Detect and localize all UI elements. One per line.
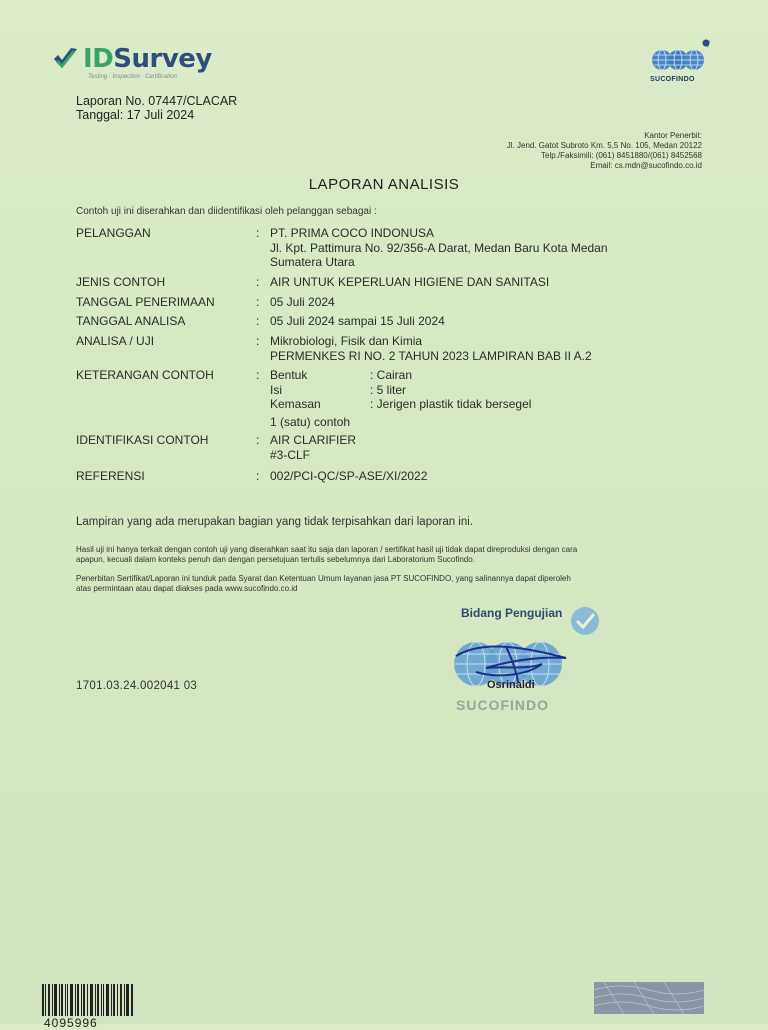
stamp-wordmark: SUCOFINDO <box>456 697 549 713</box>
field-label: REFERENSI <box>76 469 145 483</box>
field-label: KETERANGAN CONTOH <box>76 368 214 382</box>
customer-address: Jl. Kpt. Pattimura No. 92/356-A Darat, Medan Baru Kota Medan <box>270 240 608 255</box>
disclaimer-2 <box>76 574 696 594</box>
disclaimer-2-line-2: atas permintaan atau dapat diakses pada www.sucofindo.co.id <box>76 584 298 593</box>
hologram-seal <box>594 982 704 1014</box>
field-value <box>270 226 608 270</box>
signature-section-label: Bidang Pengujian <box>461 606 563 620</box>
bentuk-row <box>270 368 531 383</box>
globe-icon <box>648 38 710 76</box>
intro-text: Contoh uji ini diserahkan dan diidentifikasi oleh pelanggan sebagai : <box>76 206 377 217</box>
brand-name: IDSurvey <box>83 44 212 74</box>
field-value: 05 Juli 2024 sampai 15 Juli 2024 <box>270 314 445 328</box>
field-value <box>270 368 531 429</box>
field-value: AIR UNTUK KEPERLUAN HIGIENE DAN SANITASI <box>270 275 550 289</box>
report-header <box>76 94 237 122</box>
serial-number: 4095996 <box>44 1016 98 1030</box>
field-colon: : <box>256 368 260 382</box>
test-type: Mikrobiologi, Fisik dan Kimia <box>270 334 423 348</box>
report-date: Tanggal: 17 Juli 2024 <box>76 108 195 122</box>
sucofindo-logo <box>648 38 710 84</box>
field-label: ANALISA / UJI <box>76 334 155 348</box>
field-value: 002/PCI-QC/SP-ASE/XI/2022 <box>270 469 428 483</box>
isi-key: Isi <box>270 382 282 397</box>
field-value <box>270 433 356 462</box>
field-colon: : <box>256 295 260 309</box>
kemasan-key: Kemasan <box>270 397 321 411</box>
customer-region: Sumatera Utara <box>270 255 355 269</box>
office-email: Email: cs.mdn@sucofindo.co.id <box>590 161 702 170</box>
field-colon: : <box>256 314 260 328</box>
field-value <box>270 334 592 363</box>
field-colon: : <box>256 226 260 240</box>
disclaimer-1-line-2: apapun, kecuali dalam konteks penuh dan dengan persetujuan tertulis sebelumnya dari Laboratorium Sucofindo. <box>76 555 475 564</box>
field-label: TANGGAL PENERIMAAN <box>76 295 215 309</box>
barcode <box>42 984 134 1018</box>
disclaimer-1 <box>76 545 696 565</box>
customer-name: PT. PRIMA COCO INDONUSA <box>270 226 435 240</box>
bentuk-value: : Cairan <box>370 368 413 382</box>
signer-name: Osrinaldi <box>487 679 535 691</box>
office-label: Kantor Penerbit: <box>644 131 702 140</box>
office-street: Jl. Jend. Gatot Subroto Km. 5,5 No. 105, Medan 20122 <box>506 141 702 150</box>
lampiran-note: Lampiran yang ada merupakan bagian yang tidak terpisahkan dari laporan ini. <box>76 516 474 528</box>
field-label: TANGGAL ANALISA <box>76 314 186 328</box>
sucofindo-wordmark: SUCOFINDO <box>650 76 695 83</box>
isi-row <box>270 383 531 398</box>
document-code: 1701.03.24.002041 03 <box>76 680 198 692</box>
sample-code: #3-CLF <box>270 447 311 462</box>
kemasan-value: : Jerigen plastik tidak bersegel <box>370 397 532 411</box>
idsurvey-logo <box>50 44 212 80</box>
brand-tagline: Testing · Inspection · Certification <box>88 74 177 80</box>
field-colon: : <box>256 275 260 289</box>
sample-id: AIR CLARIFIER <box>270 433 357 447</box>
idsurvey-check-icon <box>50 44 80 74</box>
report-number: Laporan No. 07447/CLACAR <box>76 94 238 108</box>
field-label: JENIS CONTOH <box>76 275 166 289</box>
office-phone: Telp./Faksimili: (061) 8451880/(061) 8452568 <box>541 151 702 160</box>
field-label: IDENTIFIKASI CONTOH <box>76 433 209 447</box>
disclaimer-1-line-1: Hasil uji ini hanya terkait dengan contoh uji yang diserahkan saat itu saja dan laporan / sertifikat hasil uji tidak dapat direproduksi dengan cara <box>76 545 578 554</box>
field-value: 05 Juli 2024 <box>270 295 335 309</box>
disclaimer-2-line-1: Penerbitan Sertifikat/Laporan ini tunduk pada Syarat dan Ketentuan Umum layanan jasa PT SUCOFINDO, yang salinannya dapat diperoleh <box>76 574 571 583</box>
test-standard: PERMENKES RI NO. 2 TAHUN 2023 LAMPIRAN BAB II A.2 <box>270 348 592 363</box>
isi-value: : 5 liter <box>370 382 407 397</box>
kemasan-row <box>270 397 531 412</box>
field-label: PELANGGAN <box>76 226 151 240</box>
document-title: LAPORAN ANALISIS <box>308 176 460 193</box>
office-address <box>507 131 702 171</box>
field-colon: : <box>256 433 260 447</box>
bentuk-key: Bentuk <box>270 368 308 382</box>
field-colon: : <box>256 334 260 348</box>
field-colon: : <box>256 469 260 483</box>
sample-count: 1 (satu) contoh <box>270 414 351 429</box>
